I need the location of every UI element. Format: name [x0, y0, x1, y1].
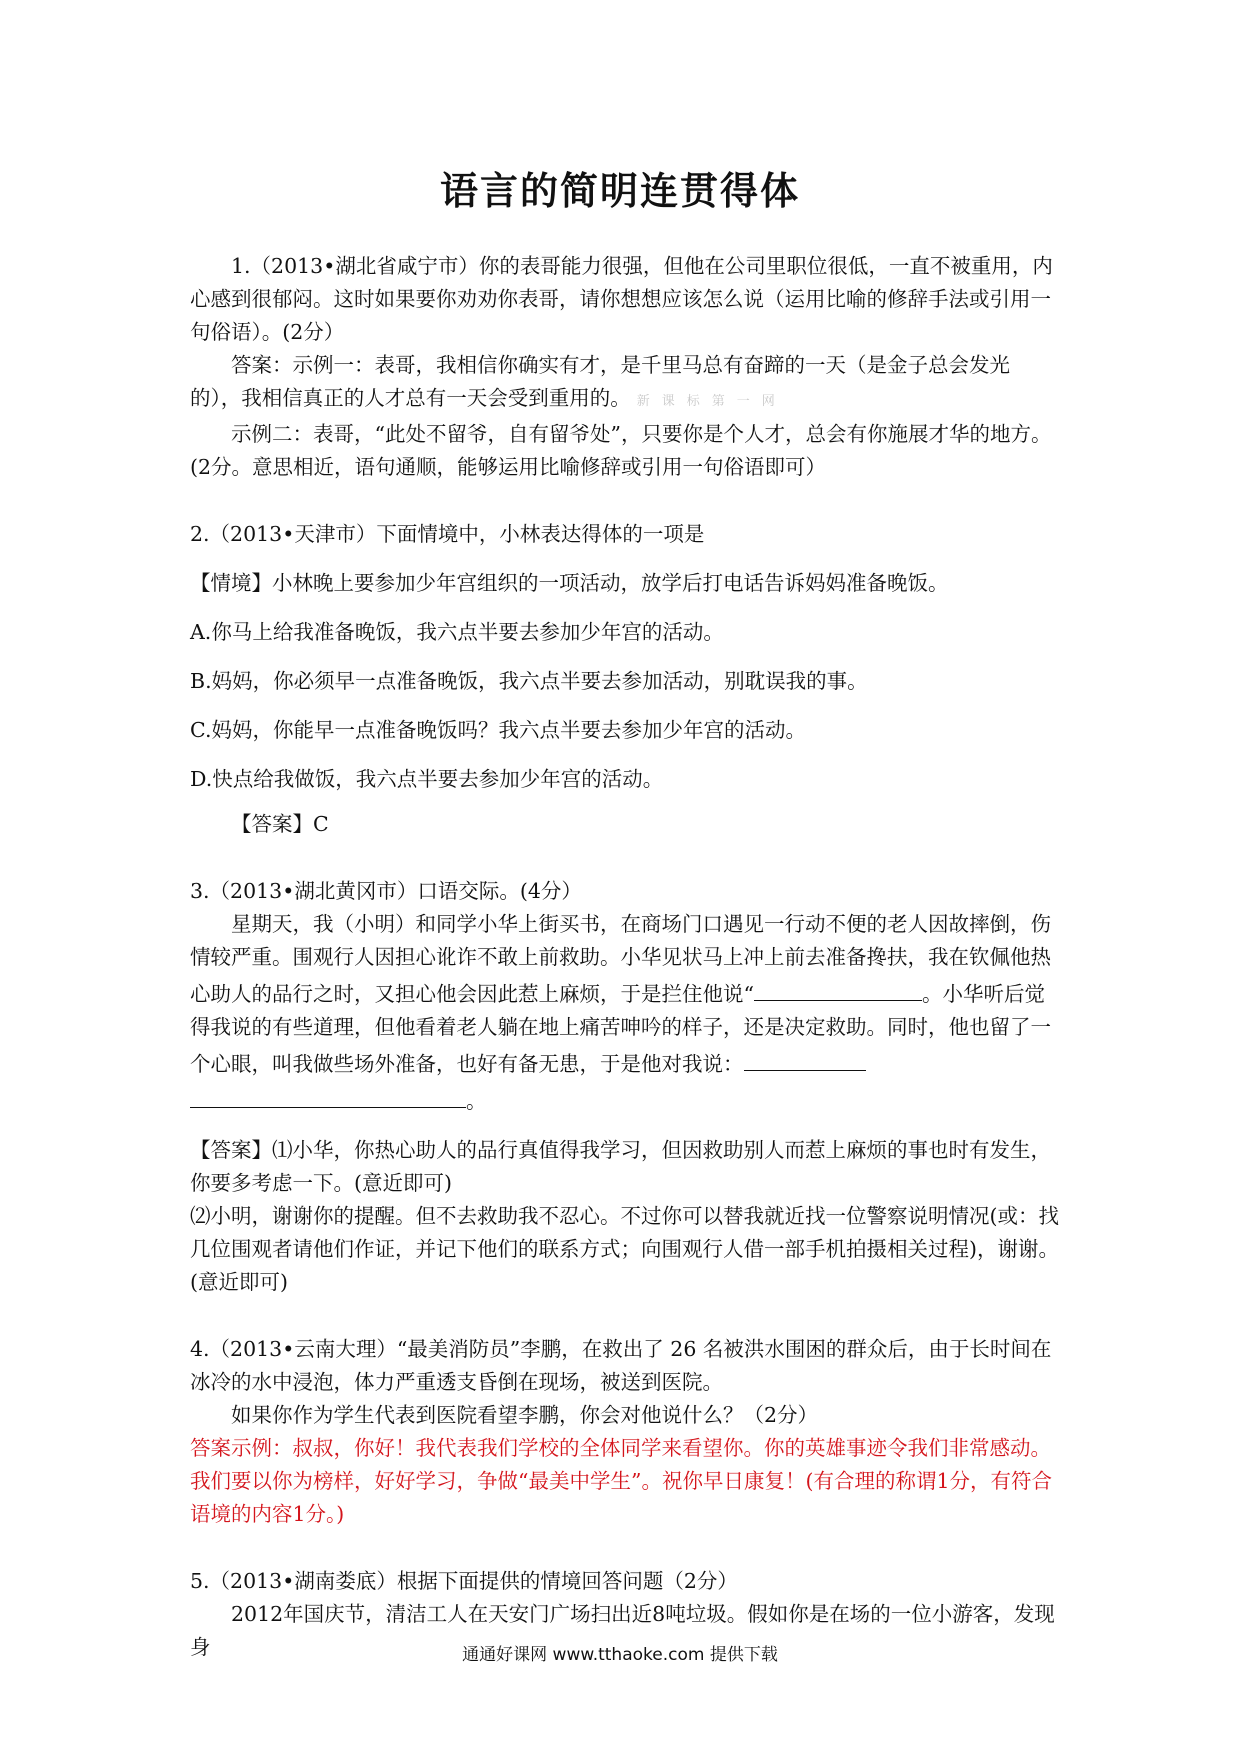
question-1-text: 1.（2013•湖北省咸宁市）你的表哥能力很强，但他在公司里职位很低，一直不被重用，内心感到很郁闷。这时如果要你劝劝你表哥，请你想想应该怎么说（运用比喻的修辞手法或引用一句俗语）。(2分） [190, 254, 1053, 344]
answer-blank-1[interactable] [754, 974, 922, 1001]
question-5-context: 2012年国庆节，清洁工人在天安门广场扫出近8吨垃圾。假如你是在场的一位小游客，发现身 [190, 1602, 1055, 1659]
question-1 [190, 250, 1060, 484]
document-body [190, 250, 1060, 1664]
question-2-context: 【情境】小林晚上要参加少年宫组织的一项活动，放学后打电话告诉妈妈准备晚饭。 [190, 571, 949, 595]
page-footer: 通通好课网 www.tthaoke.com 提供下载 [462, 1645, 778, 1665]
question-3-story [190, 908, 1060, 1118]
question-3-text: 3.（2013•湖北黄冈市）口语交际。(4分） [190, 879, 582, 903]
question-2 [190, 518, 1060, 841]
question-1-answer-1-text: 答案：示例一：表哥，我相信你确实有才，是千里马总有奋蹄的一天（是金子总会发光的），我相信真正的人才总有一天会受到重用的。 [190, 353, 1010, 410]
question-3-story-end: 。 [466, 1089, 487, 1113]
option-d: D.快点给我做饭，我六点半要去参加少年宫的活动。 [190, 767, 664, 791]
question-3-story-part-1: 星期天，我（小明）和同学小华上街买书，在商场门口遇见一行动不便的老人因故摔倒，伤情较严重。围观行人因担心讹诈不敢上前救助。小华见状马上冲上前去准备搀扶，我在钦佩他热心助人的品行之时，又担心他会因此惹上麻烦，于是拦住他说“ [190, 912, 1051, 1006]
question-3-story-part-2: 。小华听后觉得我说的有些道理，但他看着老人躺在地上痛苦呻吟的样子，还是决定救助。同时，他也留了一个心眼，叫我做些场外准备，也好有备无患，于是他对我说： [190, 982, 1051, 1076]
question-3 [190, 875, 1060, 1299]
question-1-answer-1 [190, 349, 1060, 418]
question-4-text: 4.（2013•云南大理）“最美消防员”李鹏，在救出了 26 名被洪水围困的群众后，由于长时间在冰冷的水中浸泡，体力严重透支昏倒在现场，被送到医院。 [190, 1337, 1052, 1394]
answer-blank-2[interactable] [744, 1044, 866, 1071]
question-3-answer-2: ⑵小明，谢谢你的提醒。但不去救助我不忍心。不过你可以替我就近找一位警察说明情况(或：找几位围观者请他们作证，并记下他们的联系方式；向围观行人借一部手机拍摄相关过程)，谢谢。(意近即可) [190, 1204, 1059, 1294]
question-2-answer: 【答案】C [231, 812, 329, 836]
option-a: A.你马上给我准备晚饭，我六点半要去参加少年宫的活动。 [190, 620, 724, 644]
page-title: 语言的简明连贯得体 [439, 169, 800, 213]
question-4-answer: 答案示例：叔叔，你好！我代表我们学校的全体同学来看望你。你的英雄事迹令我们非常感动。我们要以你为榜样，好好学习，争做“最美中学生”。祝你早日康复！(有合理的称谓1分，有符合语境的内容1分。) [190, 1436, 1052, 1526]
question-3-answer-1: 【答案】⑴小华，你热心助人的品行真值得我学习，但因救助别人而惹上麻烦的事也时有发生，你要多考虑一下。(意近即可) [190, 1138, 1051, 1195]
question-4-prompt: 如果你作为学生代表到医院看望李鹏，你会对他说什么？（2分） [231, 1403, 819, 1427]
question-4 [190, 1333, 1060, 1531]
option-c: C.妈妈，你能早一点准备晚饭吗？我六点半要去参加少年宫的活动。 [190, 718, 806, 742]
question-5-text: 5.（2013•湖南娄底）根据下面提供的情境回答问题（2分） [190, 1569, 738, 1593]
option-b: B.妈妈，你必须早一点准备晚饭，我六点半要去参加活动，别耽误我的事。 [190, 669, 868, 693]
question-1-answer-2: 示例二：表哥，“此处不留爷，自有留爷处”，只要你是个人才，总会有你施展才华的地方。(2分。意思相近，语句通顺，能够运用比喻修辞或引用一句俗语即可） [190, 422, 1052, 479]
question-2-text: 2.（2013•天津市）下面情境中，小林表达得体的一项是 [190, 522, 705, 546]
answer-blank-2-continued[interactable] [190, 1081, 466, 1108]
watermark-text: 新课标第一网 [636, 394, 787, 409]
